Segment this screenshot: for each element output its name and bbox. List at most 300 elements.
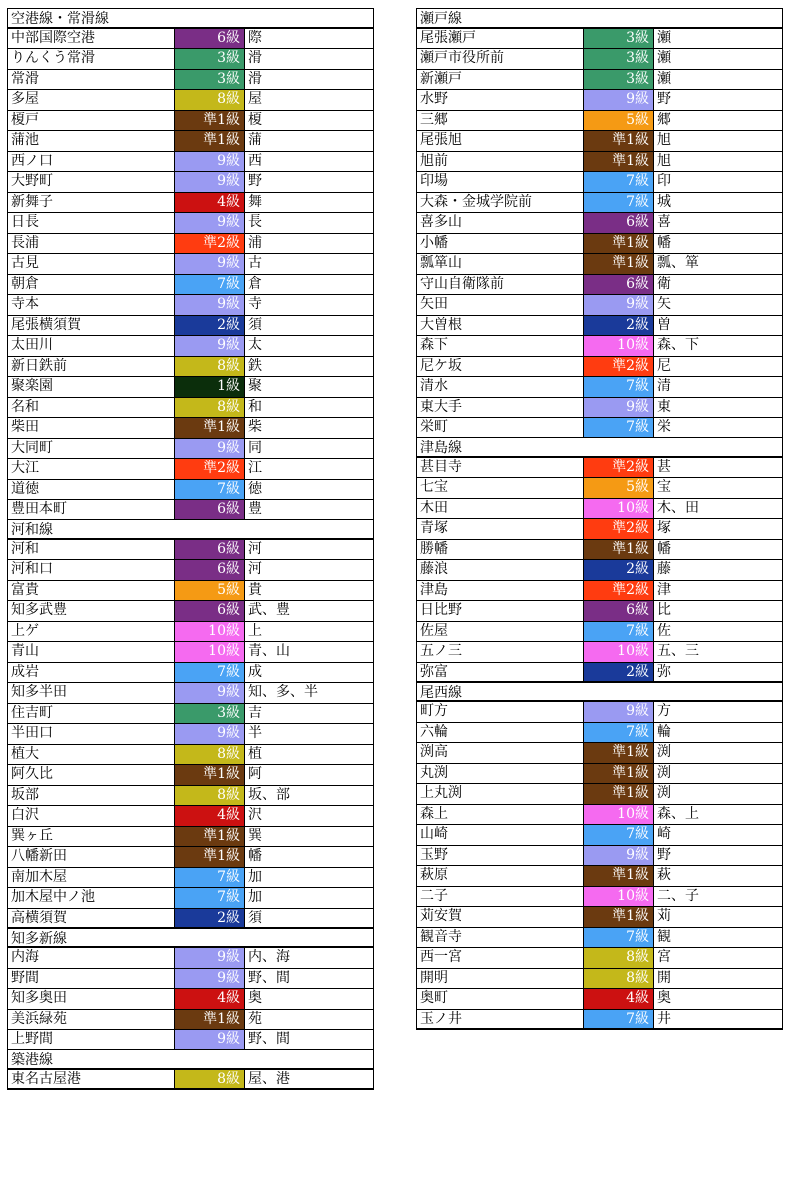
station-name: 藤浪 <box>417 560 584 580</box>
station-name: 山崎 <box>417 825 584 845</box>
station-name: 知多奥田 <box>8 989 175 1009</box>
station-name: 尼ケ坂 <box>417 357 584 377</box>
grade-cell: 準1級 <box>584 866 654 886</box>
station-name: 巽ヶ丘 <box>8 827 175 847</box>
grade-cell: 3級 <box>584 70 654 90</box>
kanji-cell: 旭 <box>657 132 671 148</box>
kanji-cell: 野、間 <box>248 1031 290 1047</box>
grade-cell: 9級 <box>584 295 654 315</box>
kanji-cell: 徳 <box>248 480 262 497</box>
station-name: 加木屋中ノ池 <box>8 888 175 908</box>
kanji-cell: 宮 <box>657 949 671 965</box>
station-name: 丸渕 <box>417 764 584 784</box>
station-name: 野間 <box>8 969 175 989</box>
station-row <box>416 499 783 520</box>
station-name: 西一宮 <box>417 948 584 968</box>
grade-cell: 10級 <box>584 805 654 825</box>
station-name: 植大 <box>8 745 175 765</box>
station-name: 知多半田 <box>8 683 175 703</box>
station-name: 知多武豊 <box>8 601 175 621</box>
station-name: 美浜緑苑 <box>8 1010 175 1030</box>
grade-cell: 6級 <box>584 601 654 621</box>
station-name: 観音寺 <box>417 928 584 948</box>
station-name: 大森・金城学院前 <box>417 193 584 213</box>
grade-cell: 準1級 <box>584 254 654 274</box>
station-row <box>416 805 783 826</box>
station-row <box>416 784 783 805</box>
station-name: 喜多山 <box>417 213 584 233</box>
station-row <box>416 295 783 316</box>
station-row <box>7 480 374 501</box>
station-row <box>7 193 374 214</box>
station-row <box>416 540 783 561</box>
station-name: 中部国際空港 <box>8 29 175 49</box>
grade-cell: 2級 <box>584 316 654 336</box>
station-name: 長浦 <box>8 234 175 254</box>
grade-cell: 9級 <box>584 398 654 418</box>
grade-cell: 準1級 <box>584 152 654 172</box>
station-row <box>416 702 783 723</box>
grade-cell: 準1級 <box>584 764 654 784</box>
grade-cell: 準1級 <box>584 131 654 151</box>
grade-cell: 準1級 <box>584 234 654 254</box>
kanji-cell: 井 <box>657 1010 671 1027</box>
kanji-cell: 河 <box>248 561 262 577</box>
grade-cell: 7級 <box>175 275 245 295</box>
kanji-cell: 野、間 <box>248 969 290 986</box>
grade-cell: 7級 <box>175 663 245 683</box>
station-row <box>7 500 374 521</box>
grade-cell: 9級 <box>175 1030 245 1049</box>
station-name: 青山 <box>8 642 175 662</box>
station-row <box>416 1010 783 1031</box>
kanji-cell: 聚 <box>248 378 262 394</box>
grade-cell: 準2級 <box>175 234 245 254</box>
kanji-cell: 古 <box>248 255 262 271</box>
grade-cell: 準1級 <box>584 907 654 927</box>
right-column <box>416 8 783 1030</box>
grade-cell: 8級 <box>175 786 245 806</box>
station-row <box>7 131 374 152</box>
station-row <box>7 336 374 357</box>
kanji-cell: 東 <box>657 398 671 415</box>
grade-cell: 準1級 <box>584 743 654 763</box>
kanji-cell: 佐 <box>657 622 671 639</box>
grade-cell: 7級 <box>584 193 654 213</box>
station-name: 玉野 <box>417 846 584 866</box>
kanji-cell: 滑 <box>248 50 262 66</box>
station-row <box>7 847 374 868</box>
station-row <box>416 458 783 479</box>
station-name: 豊田本町 <box>8 500 175 519</box>
kanji-cell: 奥 <box>657 990 671 1006</box>
kanji-cell: 江 <box>248 460 262 476</box>
kanji-cell: 野 <box>657 91 671 107</box>
section-title: 津島線 <box>416 437 783 458</box>
station-row <box>7 806 374 827</box>
station-name: 五ノ三 <box>417 642 584 662</box>
grade-cell: 2級 <box>584 560 654 580</box>
station-name: 三郷 <box>417 111 584 131</box>
kanji-cell: 阿 <box>248 766 262 782</box>
station-row <box>7 275 374 296</box>
grade-cell: 3級 <box>175 704 245 724</box>
kanji-cell: 倉 <box>248 275 262 292</box>
grade-cell: 準1級 <box>175 418 245 438</box>
station-name: 日比野 <box>417 601 584 621</box>
station-name: 弥富 <box>417 663 584 682</box>
station-name: 甚目寺 <box>417 458 584 478</box>
kanji-cell: 栄 <box>657 419 671 435</box>
kanji-cell: 清 <box>657 378 671 394</box>
kanji-cell: 沢 <box>248 807 262 823</box>
kanji-cell: 寺 <box>248 296 262 312</box>
grade-cell: 7級 <box>584 1010 654 1029</box>
station-name: 渕高 <box>417 743 584 763</box>
kanji-cell: 植 <box>248 745 262 762</box>
station-row <box>416 172 783 193</box>
station-name: 矢田 <box>417 295 584 315</box>
kanji-cell: 木、田 <box>657 499 699 516</box>
kanji-cell: 武、豊 <box>248 602 290 618</box>
station-row <box>416 989 783 1010</box>
station-name: 木田 <box>417 499 584 519</box>
kanji-cell: 比 <box>657 602 671 618</box>
station-name: 清水 <box>417 377 584 397</box>
grade-cell: 8級 <box>175 745 245 765</box>
kanji-cell: 渕 <box>657 785 671 801</box>
station-row <box>416 111 783 132</box>
grade-cell: 準2級 <box>175 459 245 479</box>
station-name: 聚楽園 <box>8 377 175 397</box>
grade-cell: 6級 <box>584 275 654 295</box>
grade-cell: 7級 <box>175 868 245 888</box>
grade-cell: 2級 <box>175 909 245 928</box>
kanji-cell: 瓢、箪 <box>657 255 699 271</box>
station-name: 富貴 <box>8 581 175 601</box>
station-row <box>7 1010 374 1031</box>
station-row <box>416 663 783 684</box>
grade-cell: 10級 <box>584 642 654 662</box>
grade-cell: 7級 <box>584 928 654 948</box>
station-name: 尾張旭 <box>417 131 584 151</box>
kanji-cell: 五、三 <box>657 643 699 659</box>
station-row <box>7 254 374 275</box>
kanji-cell: 加 <box>248 868 262 885</box>
grade-cell: 準1級 <box>175 765 245 785</box>
station-row <box>7 316 374 337</box>
station-name: 東大手 <box>417 398 584 418</box>
station-row <box>7 560 374 581</box>
station-row <box>416 642 783 663</box>
grade-cell: 4級 <box>175 989 245 1009</box>
grade-cell: 8級 <box>175 90 245 110</box>
kanji-cell: 屋、港 <box>248 1070 290 1087</box>
station-name: 六輪 <box>417 723 584 743</box>
grade-cell: 2級 <box>584 663 654 682</box>
station-row <box>7 295 374 316</box>
grade-cell: 準2級 <box>584 458 654 478</box>
station-row <box>416 418 783 439</box>
kanji-cell: 旭 <box>657 152 671 169</box>
kanji-cell: 巽 <box>248 827 262 844</box>
kanji-cell: 渕 <box>657 744 671 760</box>
station-name: 柴田 <box>8 418 175 438</box>
grade-cell: 8級 <box>175 1070 245 1089</box>
station-row <box>416 601 783 622</box>
kanji-cell: 瀬 <box>657 70 671 87</box>
grade-cell: 準1級 <box>175 111 245 131</box>
station-name: 町方 <box>417 702 584 722</box>
grade-cell: 4級 <box>175 193 245 213</box>
section-title: 尾西線 <box>416 682 783 703</box>
station-name: 開明 <box>417 969 584 989</box>
station-name: 日長 <box>8 213 175 233</box>
station-row <box>416 29 783 50</box>
kanji-cell: 幡 <box>248 848 262 864</box>
station-row <box>7 29 374 50</box>
station-row <box>416 398 783 419</box>
station-row <box>7 745 374 766</box>
kanji-cell: 坂、部 <box>248 786 290 803</box>
station-row <box>7 234 374 255</box>
station-row <box>416 519 783 540</box>
grade-cell: 3級 <box>584 29 654 49</box>
station-name: 多屋 <box>8 90 175 110</box>
grade-cell: 9級 <box>175 152 245 172</box>
grade-cell: 8級 <box>584 969 654 989</box>
kanji-cell: 矢 <box>657 296 671 312</box>
station-name: 河和口 <box>8 560 175 580</box>
station-row <box>7 786 374 807</box>
grade-cell: 7級 <box>584 825 654 845</box>
kanji-cell: 須 <box>248 316 262 333</box>
station-row <box>7 357 374 378</box>
grade-cell: 9級 <box>175 213 245 233</box>
station-name: 守山自衛隊前 <box>417 275 584 295</box>
station-name: 榎戸 <box>8 111 175 131</box>
grade-cell: 9級 <box>175 295 245 315</box>
station-row <box>7 704 374 725</box>
station-name: 朝倉 <box>8 275 175 295</box>
station-row <box>7 540 374 561</box>
station-row <box>7 1030 374 1051</box>
grade-cell: 準1級 <box>584 540 654 560</box>
grade-cell: 6級 <box>175 601 245 621</box>
kanji-cell: 観 <box>657 928 671 945</box>
station-row <box>7 581 374 602</box>
station-name: 常滑 <box>8 70 175 90</box>
kanji-cell: 際 <box>248 29 262 46</box>
kanji-cell: 野 <box>248 173 262 189</box>
kanji-cell: 西 <box>248 152 262 169</box>
station-row <box>416 581 783 602</box>
grade-cell: 9級 <box>175 336 245 356</box>
grade-cell: 10級 <box>584 336 654 356</box>
station-name: 七宝 <box>417 478 584 498</box>
kanji-cell: 榎 <box>248 111 262 128</box>
grade-cell: 7級 <box>175 888 245 908</box>
kanji-cell: 同 <box>248 439 262 456</box>
station-row <box>7 111 374 132</box>
kanji-cell: 上 <box>248 622 262 639</box>
kanji-cell: 半 <box>248 725 262 741</box>
station-row <box>416 357 783 378</box>
grade-cell: 10級 <box>175 622 245 642</box>
station-row <box>7 601 374 622</box>
station-name: 大曽根 <box>417 316 584 336</box>
station-name: 高横須賀 <box>8 909 175 928</box>
grade-cell: 6級 <box>584 213 654 233</box>
section-title: 瀬戸線 <box>416 8 783 29</box>
station-name: 新瀬戸 <box>417 70 584 90</box>
grade-cell: 9級 <box>584 90 654 110</box>
station-name: 大江 <box>8 459 175 479</box>
station-name: 上ゲ <box>8 622 175 642</box>
station-row <box>7 909 374 930</box>
station-name: 森下 <box>417 336 584 356</box>
grade-cell: 1級 <box>175 377 245 397</box>
station-row <box>7 663 374 684</box>
station-row <box>7 172 374 193</box>
station-row <box>416 478 783 499</box>
station-row <box>7 642 374 663</box>
station-name: 小幡 <box>417 234 584 254</box>
kanji-cell: 郷 <box>657 111 671 128</box>
grade-cell: 7級 <box>584 622 654 642</box>
kanji-cell: 幡 <box>657 540 671 557</box>
station-row <box>416 316 783 337</box>
kanji-cell: 内、海 <box>248 949 290 965</box>
grade-cell: 9級 <box>584 702 654 722</box>
station-row <box>7 888 374 909</box>
station-name: 阿久比 <box>8 765 175 785</box>
grade-cell: 6級 <box>175 29 245 49</box>
grade-cell: 7級 <box>584 723 654 743</box>
kanji-cell: 奥 <box>248 990 262 1006</box>
station-name: 印場 <box>417 172 584 192</box>
kanji-cell: 塚 <box>657 520 671 536</box>
station-row <box>416 907 783 928</box>
station-row <box>416 928 783 949</box>
grade-cell: 準2級 <box>584 357 654 377</box>
station-name: 尾張横須賀 <box>8 316 175 336</box>
grade-cell: 7級 <box>584 172 654 192</box>
kanji-cell: 崎 <box>657 826 671 842</box>
station-name: 青塚 <box>417 519 584 539</box>
station-row <box>7 70 374 91</box>
grade-cell: 10級 <box>584 887 654 907</box>
grade-cell: 3級 <box>175 70 245 90</box>
kanji-cell: 浦 <box>248 234 262 251</box>
kanji-cell: 長 <box>248 214 262 230</box>
station-name: 南加木屋 <box>8 868 175 888</box>
grade-cell: 9級 <box>175 439 245 459</box>
kanji-cell: 屋 <box>248 91 262 107</box>
station-name: 河和 <box>8 540 175 560</box>
kanji-cell: 貴 <box>248 581 262 598</box>
grade-cell: 4級 <box>175 806 245 826</box>
station-name: 上野間 <box>8 1030 175 1049</box>
kanji-cell: 城 <box>657 193 671 210</box>
station-row <box>7 152 374 173</box>
station-name: 瀬戸市役所前 <box>417 49 584 69</box>
grade-cell: 8級 <box>175 357 245 377</box>
kanji-cell: 滑 <box>248 70 262 87</box>
grade-cell: 9級 <box>175 254 245 274</box>
station-row <box>7 459 374 480</box>
kanji-cell: 幡 <box>657 234 671 251</box>
kanji-cell: 須 <box>248 909 262 926</box>
kanji-cell: 印 <box>657 173 671 189</box>
kanji-cell: 開 <box>657 969 671 986</box>
kanji-cell: 喜 <box>657 214 671 230</box>
station-row <box>416 622 783 643</box>
station-row <box>7 1070 374 1091</box>
station-name: 玉ノ井 <box>417 1010 584 1029</box>
grade-cell: 6級 <box>175 540 245 560</box>
station-name: 新日鉄前 <box>8 357 175 377</box>
kanji-cell: 森、上 <box>657 805 699 822</box>
station-row <box>7 398 374 419</box>
kanji-cell: 輪 <box>657 723 671 740</box>
station-name: 坂部 <box>8 786 175 806</box>
grade-cell: 9級 <box>175 172 245 192</box>
grade-cell: 7級 <box>584 418 654 437</box>
station-row <box>7 868 374 889</box>
section-title: 河和線 <box>7 519 374 540</box>
grade-cell: 準1級 <box>175 131 245 151</box>
kanji-cell: 渕 <box>657 764 671 781</box>
grade-cell: 3級 <box>584 49 654 69</box>
station-name: 佐屋 <box>417 622 584 642</box>
grade-cell: 9級 <box>175 969 245 989</box>
station-row <box>416 887 783 908</box>
station-row <box>416 49 783 70</box>
grade-cell: 準2級 <box>584 581 654 601</box>
station-name: 蒲池 <box>8 131 175 151</box>
station-name: 寺本 <box>8 295 175 315</box>
station-row <box>7 49 374 70</box>
station-row <box>7 213 374 234</box>
grade-cell: 10級 <box>175 642 245 662</box>
kanji-cell: 森、下 <box>657 337 699 353</box>
grade-cell: 9級 <box>584 846 654 866</box>
station-name: 住吉町 <box>8 704 175 724</box>
station-row <box>7 969 374 990</box>
grade-cell: 8級 <box>584 948 654 968</box>
kanji-cell: 太 <box>248 337 262 353</box>
kanji-cell: 衛 <box>657 275 671 292</box>
station-row <box>7 622 374 643</box>
station-name: 内海 <box>8 948 175 968</box>
grade-cell: 準1級 <box>175 847 245 867</box>
grade-cell: 5級 <box>584 111 654 131</box>
station-name: 瓢箪山 <box>417 254 584 274</box>
station-name: 水野 <box>417 90 584 110</box>
station-row <box>7 439 374 460</box>
grade-cell: 10級 <box>584 499 654 519</box>
kanji-cell: 萩 <box>657 867 671 883</box>
station-row <box>7 90 374 111</box>
station-row <box>7 989 374 1010</box>
station-name: 栄町 <box>417 418 584 437</box>
kanji-cell: 苑 <box>248 1010 262 1027</box>
station-row <box>416 743 783 764</box>
grade-cell: 5級 <box>175 581 245 601</box>
kanji-cell: 弥 <box>657 663 671 680</box>
station-row <box>416 825 783 846</box>
